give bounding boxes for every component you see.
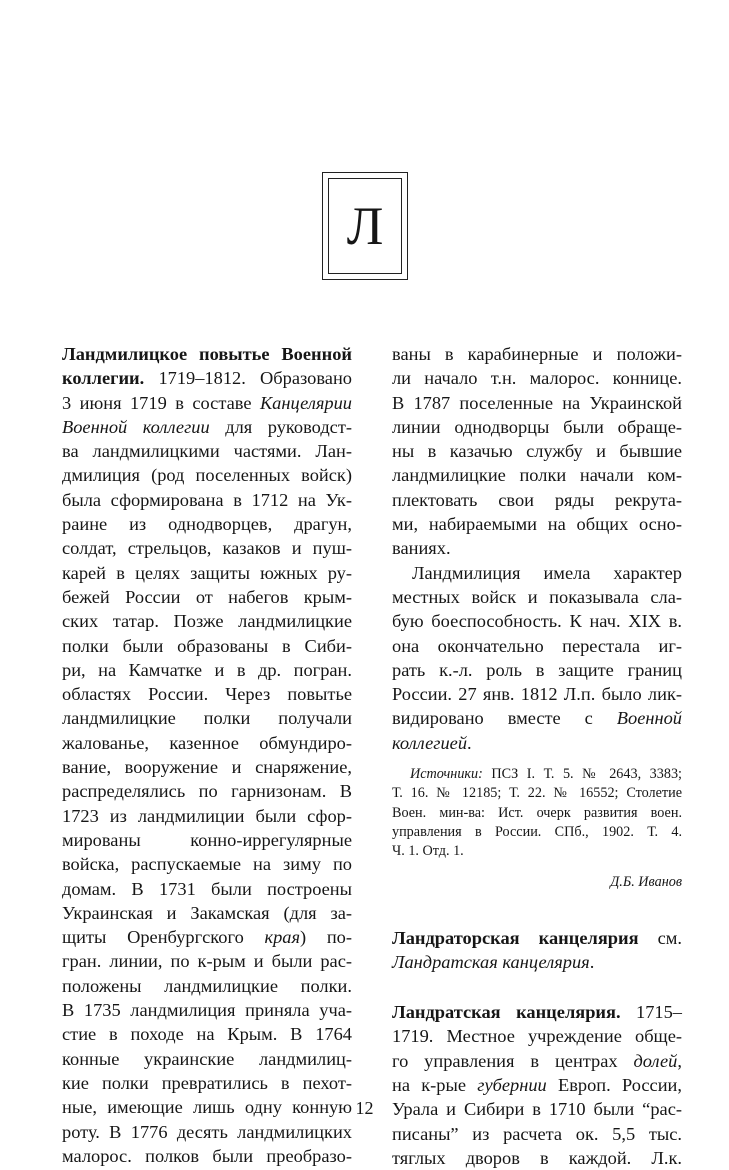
text-line: плектовать свои ряды рекрута-: [392, 489, 682, 510]
cross-reference: края: [264, 927, 301, 948]
cross-reference: коллегией: [392, 732, 468, 753]
cross-reference: Военной коллегии: [62, 416, 210, 437]
right-column: [392, 342, 682, 1170]
text-span: Европ. России,: [546, 1075, 682, 1096]
text-line: [392, 1049, 682, 1073]
text-line: [392, 1073, 682, 1097]
sources-line: Ч. 1. Отд. 1.: [392, 843, 464, 860]
text-line: жалованье, казенное обмундиро-: [62, 732, 352, 753]
text-line: дмилиция (род поселенных войск): [62, 465, 352, 486]
text-span: щиты Оренбургского: [62, 927, 265, 948]
text-line: карей в целях защиты южных ру-: [62, 562, 352, 583]
text-line: 1719. Местное учреждение обще-: [392, 1026, 682, 1047]
spacer: [392, 892, 682, 926]
text-line: 1723 из ландмилиции были сфор-: [62, 805, 352, 826]
text-line: ри, на Камчатке и в др. погран.: [62, 659, 352, 680]
text-line: бежей России от набегов крым-: [62, 586, 352, 607]
text-line: ландмилицкие полки начали ком-: [392, 465, 682, 486]
text-span: на к-рые: [392, 1075, 478, 1096]
sources-label: Источники:: [410, 766, 483, 783]
cross-reference: Военной: [616, 708, 682, 729]
text-line: [392, 926, 682, 950]
text-span: 3 июня 1719 в составе: [62, 392, 260, 413]
text-line: стие в походе на Крым. В 1764: [62, 1024, 352, 1045]
text-line: В 1735 ландмилиция приняла уча-: [62, 1000, 352, 1021]
text-line: роту. В 1776 десять ландмилицких: [62, 1121, 352, 1142]
sources-line: Т. 16. № 12185; Т. 22. № 16552; Столетие: [392, 785, 682, 802]
text-line: [62, 391, 352, 415]
text-line: мированы конно-иррегулярные: [62, 829, 352, 850]
text-line: кие полки превратились в пехот-: [62, 1072, 352, 1093]
cross-reference: Ландратская канцелярия: [392, 951, 590, 972]
entry-heading: Ландраторская канцелярия: [392, 927, 639, 948]
text-line: [392, 1000, 682, 1024]
sources-line: Воен. мин-ва: Ист. очерк развития воен.: [392, 804, 682, 821]
left-column: [62, 342, 352, 1168]
text-line: [62, 415, 352, 439]
section-letter: Л: [328, 178, 402, 274]
text-line: ли начало т.н. малорос. коннице.: [392, 368, 682, 389]
text-span: для руководст-: [209, 416, 352, 437]
text-line: ских татар. Позже ландмилицкие: [62, 611, 352, 632]
text-line: раине из однодворцев, драгун,: [62, 514, 352, 535]
entry-dates: 1719–1812. Образовано: [144, 368, 352, 389]
cross-reference: Канцелярии: [259, 392, 352, 413]
text-line: ны в казачью службу и бывшие: [392, 441, 682, 462]
text-line: России. 27 янв. 1812 Л.п. было лик-: [392, 684, 682, 705]
page-number: 12: [355, 1098, 374, 1118]
text-line: линии однодворцы были обраще-: [392, 416, 682, 437]
text-span: см.: [638, 927, 682, 948]
text-span: го управления в центрах: [392, 1050, 634, 1071]
text-span: ПСЗ I. Т. 5. № 2643, 3383;: [482, 766, 682, 783]
text-line: Ландмилиция имела характер: [412, 562, 682, 583]
text-line: ландмилицкие полки получали: [62, 708, 352, 729]
text-line: В 1787 поселенные на Украинской: [392, 392, 682, 413]
text-line: гран. линии, по к-рым и были рас-: [62, 951, 352, 972]
text-line: полки были образованы в Сиби-: [62, 635, 352, 656]
text-line: [62, 925, 352, 949]
cross-reference: губернии: [477, 1075, 547, 1096]
text-line: [392, 706, 682, 730]
text-span: ) по-: [300, 927, 352, 948]
text-span: 1715–: [620, 1002, 682, 1023]
text-line: положены ландмилицкие полки.: [62, 975, 352, 996]
entry-heading: Ландмилицкое повытье Военной: [62, 344, 352, 364]
entry-heading-cont: коллегии.: [62, 368, 145, 389]
author-signature: Д.Б. Иванов: [610, 873, 682, 890]
text-line: Урала и Сибири в 1710 были “рас-: [392, 1099, 682, 1120]
text-line: распределялись по гарнизонам. В: [62, 781, 352, 802]
spacer: [392, 974, 682, 1000]
sources-block: [392, 765, 682, 861]
sources-line: управления в России. СПб., 1902. Т. 4.: [392, 823, 682, 840]
text-line: ные, имеющие лишь одну конную: [62, 1097, 352, 1118]
text-line: конные украинские ландмилиц-: [62, 1048, 352, 1069]
text-line: домам. В 1731 были построены: [62, 878, 352, 899]
text-line: бую боеспособность. К нач. XIX в.: [392, 611, 682, 632]
text-line: ваниях.: [392, 538, 451, 559]
text-line: солдат, стрельцов, казаков и пуш-: [62, 538, 352, 559]
cross-reference: долей: [633, 1050, 678, 1071]
section-letter-frame: [322, 172, 408, 280]
text-line: писаны” из расчета ок. 5,5 тыс.: [392, 1123, 682, 1144]
text-line: вание, вооружение и снаряжение,: [62, 757, 352, 778]
text-span: .: [467, 732, 472, 753]
text-line: [392, 731, 682, 755]
text-span: видировано вместе с: [392, 708, 617, 729]
text-line: малорос. полков были преобразо-: [62, 1145, 352, 1166]
text-line: она окончательно перестала иг-: [392, 635, 682, 656]
text-line: ва ландмилицкими частями. Лан-: [62, 441, 352, 462]
text-line: [62, 366, 352, 390]
text-line: тяглых дворов в каждой. Л.к.: [392, 1147, 682, 1168]
text-line: рать к.-л. роль в защите границ: [392, 659, 682, 680]
text-line: местных войск и показывала сла-: [392, 586, 682, 607]
text-line: Украинская и Закамская (для за-: [62, 902, 352, 923]
entry-heading: Ландратская канцелярия.: [392, 1002, 621, 1023]
text-span: .: [589, 951, 595, 972]
sources-line: [392, 765, 682, 784]
text-line: ми, набираемыми на общих осно-: [392, 514, 682, 535]
text-line: областях России. Через повытье: [62, 684, 352, 705]
text-line: была сформирована в 1712 на Ук-: [62, 489, 352, 510]
text-span: ,: [677, 1050, 682, 1071]
text-line: [392, 950, 682, 974]
text-line: ваны в карабинерные и положи-: [392, 344, 682, 364]
text-line: войска, распускаемые на зиму по: [62, 854, 352, 875]
